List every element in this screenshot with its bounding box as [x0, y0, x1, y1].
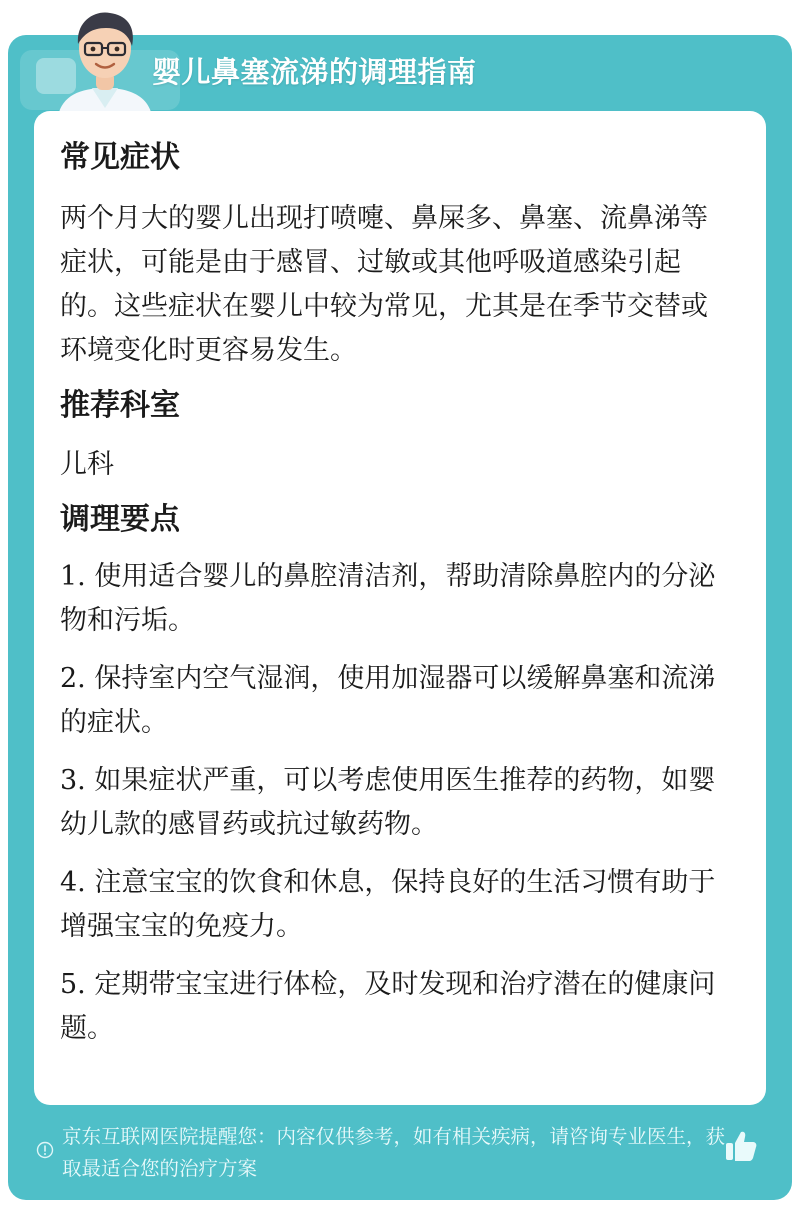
tip-text: 注意宝宝的饮食和休息，保持良好的生活习惯有助于增强宝宝的免疫力。	[60, 867, 716, 942]
tip-item	[60, 657, 724, 745]
tip-number: 5.	[60, 969, 86, 1000]
tip-text: 定期带宝宝进行体检，及时发现和治疗潜在的健康问题。	[60, 969, 716, 1044]
tip-number: 4.	[60, 867, 86, 898]
tip-item	[60, 759, 724, 847]
tip-item	[60, 861, 724, 949]
tip-number: 1.	[60, 561, 86, 592]
tip-text: 如果症状严重，可以考虑使用医生推荐的药物，如婴幼儿款的感冒药或抗过敏药物。	[60, 765, 716, 840]
content-card	[34, 111, 766, 1105]
tip-text: 使用适合婴儿的鼻腔清洁剂，帮助清除鼻腔内的分泌物和污垢。	[60, 561, 716, 636]
department-text: 儿科	[60, 449, 114, 480]
page-title: 婴儿鼻塞流涕的调理指南	[152, 55, 477, 89]
card-content	[60, 137, 724, 1051]
tip-item	[60, 963, 724, 1051]
doctor-avatar	[40, 4, 170, 116]
symptoms-heading: 常见症状	[60, 140, 180, 175]
tip-item	[60, 555, 724, 643]
info-icon	[36, 1141, 54, 1159]
tip-text: 保持室内空气湿润，使用加湿器可以缓解鼻塞和流涕的症状。	[60, 663, 716, 738]
tip-number: 2.	[60, 663, 86, 694]
thumbs-up-icon[interactable]	[723, 1128, 759, 1164]
symptoms-text: 两个月大的婴儿出现打喷嚏、鼻屎多、鼻塞、流鼻涕等症状，可能是由于感冒、过敏或其他呼吸道感染引起的。这些症状在婴儿中较为常见，尤其是在季节交替或环境变化时更容易发生。	[60, 203, 708, 366]
tip-number: 3.	[60, 765, 86, 796]
tips-heading: 调理要点	[60, 502, 180, 537]
disclaimer-text: 京东互联网医院提醒您：内容仅供参考，如有相关疾病，请咨询专业医生，获取最适合您的治疗方案	[62, 1125, 726, 1180]
department-heading: 推荐科室	[60, 388, 180, 423]
